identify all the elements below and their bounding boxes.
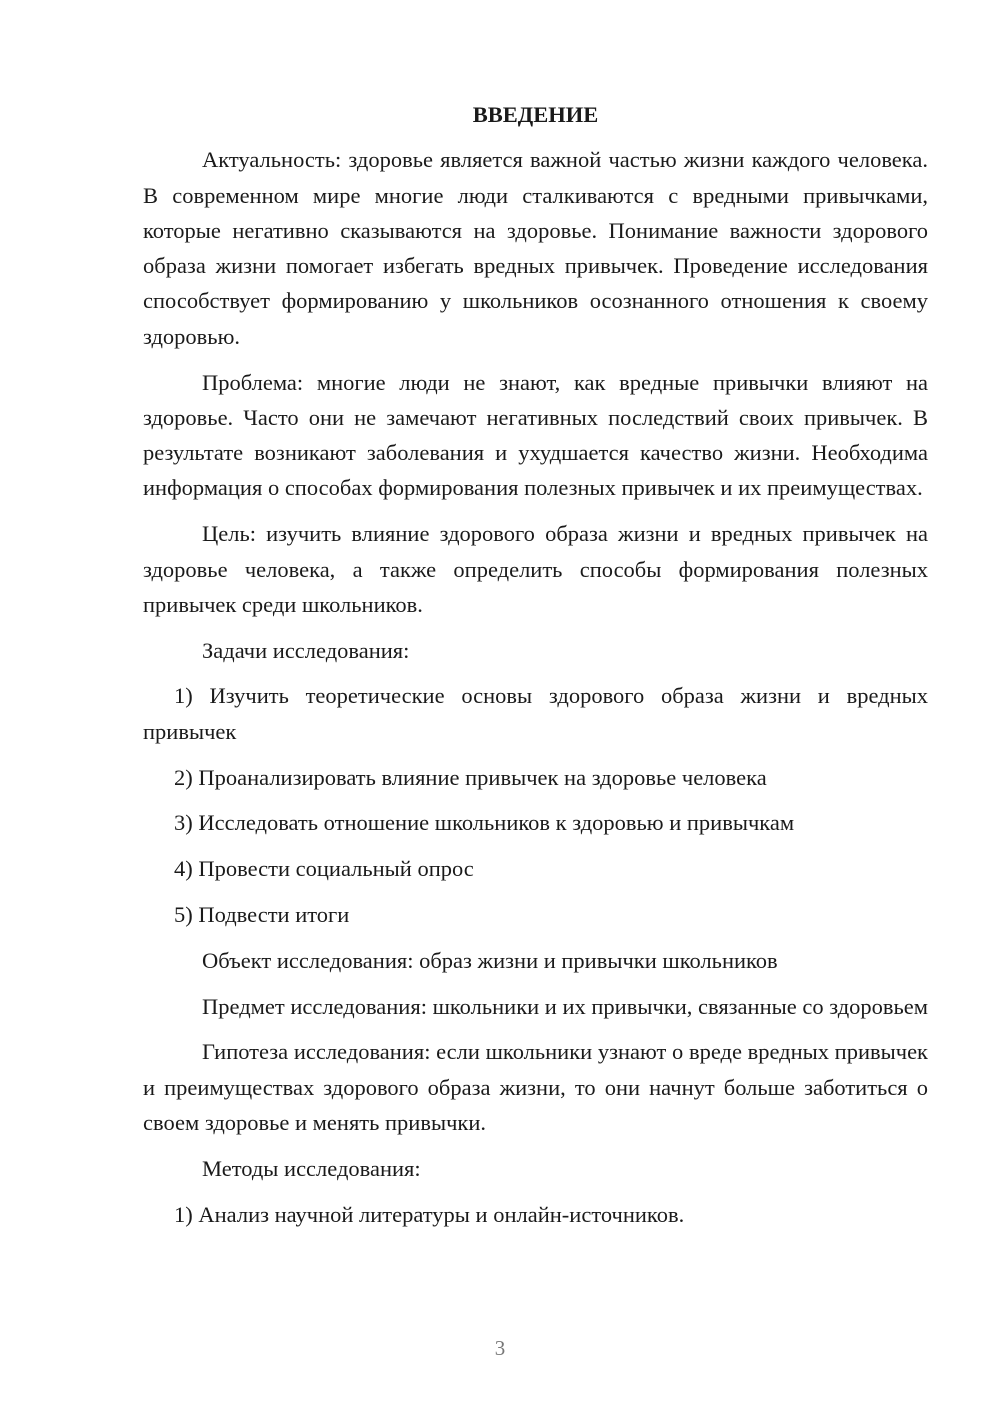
relevance-paragraph: Актуальность: здоровье является важной частью жизни каждого человека. В современном мире многие люди сталкиваются с вредными привычками, которые негативно сказываются на здоровье. Понимание важности здорового образа жизни помогает избегать вредных привычек. Проведение исследования способствует формированию у школьников осознанного отношения к своему здоровью. xyxy=(143,147,928,349)
goal-paragraph: Цель: изучить влияние здорового образа жизни и вредных привычек на здоровье человека, а также определить способы формирования полезных привычек среди школьников. xyxy=(143,521,928,617)
object-paragraph: Объект исследования: образ жизни и привычки школьников xyxy=(202,947,778,973)
section-title: ВВЕДЕНИЕ xyxy=(472,102,599,127)
page-content xyxy=(143,97,928,1242)
task-item: 1) Изучить теоретические основы здорового образа жизни и вредных привычек xyxy=(143,683,928,744)
task-item: 3) Исследовать отношение школьников к здоровью и привычкам xyxy=(174,810,795,836)
task-item: 2) Проанализировать влияние привычек на здоровье человека xyxy=(174,764,767,790)
methods-heading: Методы исследования: xyxy=(202,1155,421,1181)
tasks-heading: Задачи исследования: xyxy=(202,637,410,663)
page-number: 3 xyxy=(494,1336,506,1360)
method-item: 1) Анализ научной литературы и онлайн-источников. xyxy=(174,1201,685,1227)
task-item: 4) Провести социальный опрос xyxy=(174,856,474,882)
subject-paragraph: Предмет исследования: школьники и их привычки, связанные со здоровьем xyxy=(202,993,928,1019)
problem-paragraph: Проблема: многие люди не знают, как вредные привычки влияют на здоровье. Часто они не замечают негативных последствий своих привычек. В результате возникают заболевания и ухудшается качество жизни. Необходима информация о способах формирования полезных привычек и их преимуществах. xyxy=(143,369,928,501)
task-item: 5) Подвести итоги xyxy=(174,901,350,927)
hypothesis-paragraph: Гипотеза исследования: если школьники узнают о вреде вредных привычек и преимуществах здорового образа жизни, то они начнут больше заботиться о своем здоровье и менять привычки. xyxy=(143,1039,928,1135)
